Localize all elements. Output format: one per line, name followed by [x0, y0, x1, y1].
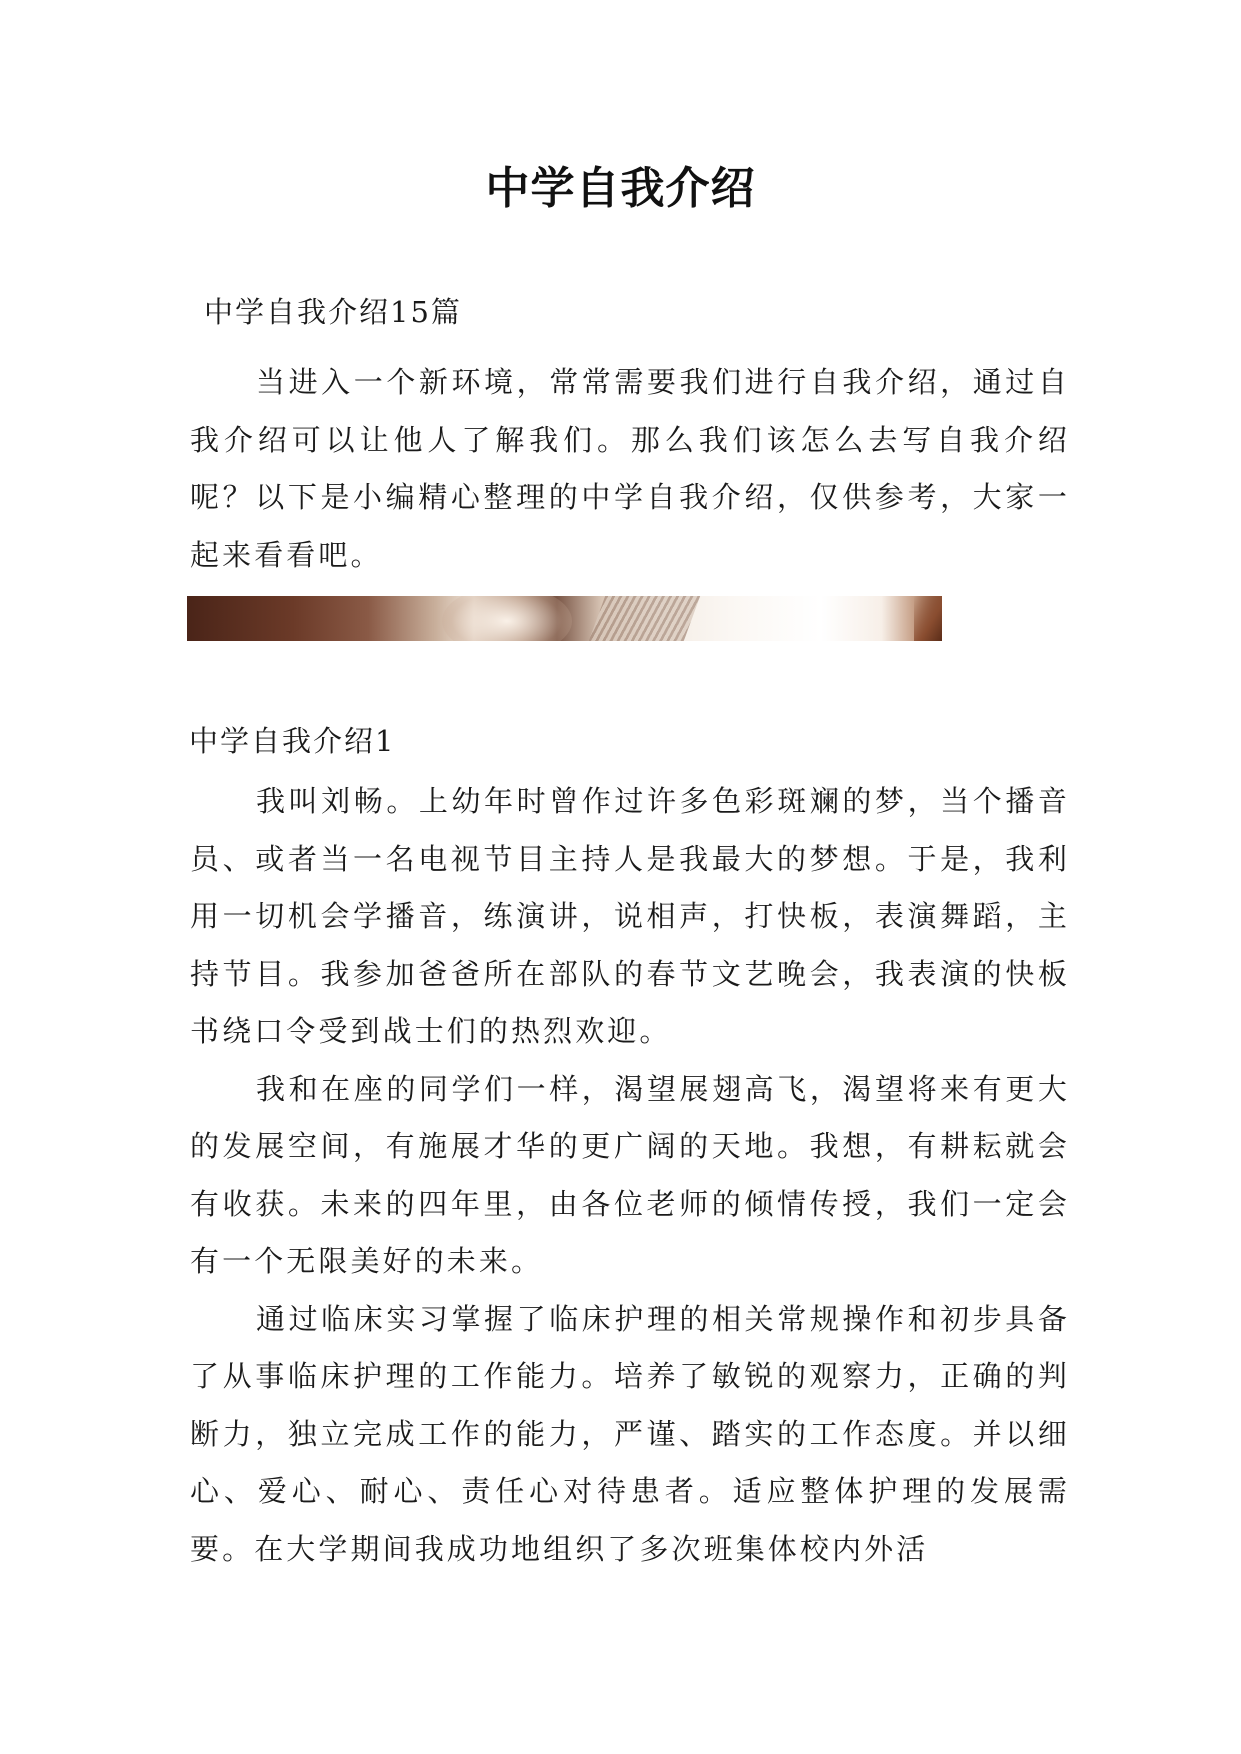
banner-highlight — [442, 596, 572, 641]
banner-image — [187, 596, 942, 641]
document-subtitle: 中学自我介绍15篇 — [204, 295, 462, 329]
body-paragraph-2: 我和在座的同学们一样，渴望展翅高飞，渴望将来有更大的发展空间，有施展才华的更广阔的天地。我想，有耕耘就会有收获。未来的四年里，由各位老师的倾情传授，我们一定会有一个无限美好的未来。 — [190, 1071, 1070, 1278]
body-paragraph-1: 我叫刘畅。上幼年时曾作过许多色彩斑斓的梦，当个播音员、或者当一名电视节目主持人是我最大的梦想。于是，我利用一切机会学播音，练演讲，说相声，打快板，表演舞蹈，主持节目。我参加爸爸所在部队的春节文艺晚会，我表演的快板书绕口令受到战士们的热烈欢迎。 — [190, 784, 1070, 1048]
document-title: 中学自我介绍 — [485, 163, 756, 214]
banner-corner — [914, 596, 942, 641]
body-paragraph-3: 通过临床实习掌握了临床护理的相关常规操作和初步具备了从事临床护理的工作能力。培养了敏锐的观察力，正确的判断力，独立完成工作的能力，严谨、踏实的工作态度。并以细心、爱心、耐心、责任心对待患者。适应整体护理的发展需要。在大学期间我成功地组织了多次班集体校内外活 — [190, 1301, 1070, 1566]
document-body — [190, 292, 1070, 1578]
banner-book-pages — [589, 596, 700, 641]
section-heading: 中学自我介绍1 — [189, 724, 396, 758]
intro-paragraph: 当进入一个新环境，常常需要我们进行自我介绍，通过自我介绍可以让他人了解我们。那么我们该怎么去写自我介绍呢？以下是小编精心整理的中学自我介绍，仅供参考，大家一起来看看吧。 — [190, 365, 1070, 572]
